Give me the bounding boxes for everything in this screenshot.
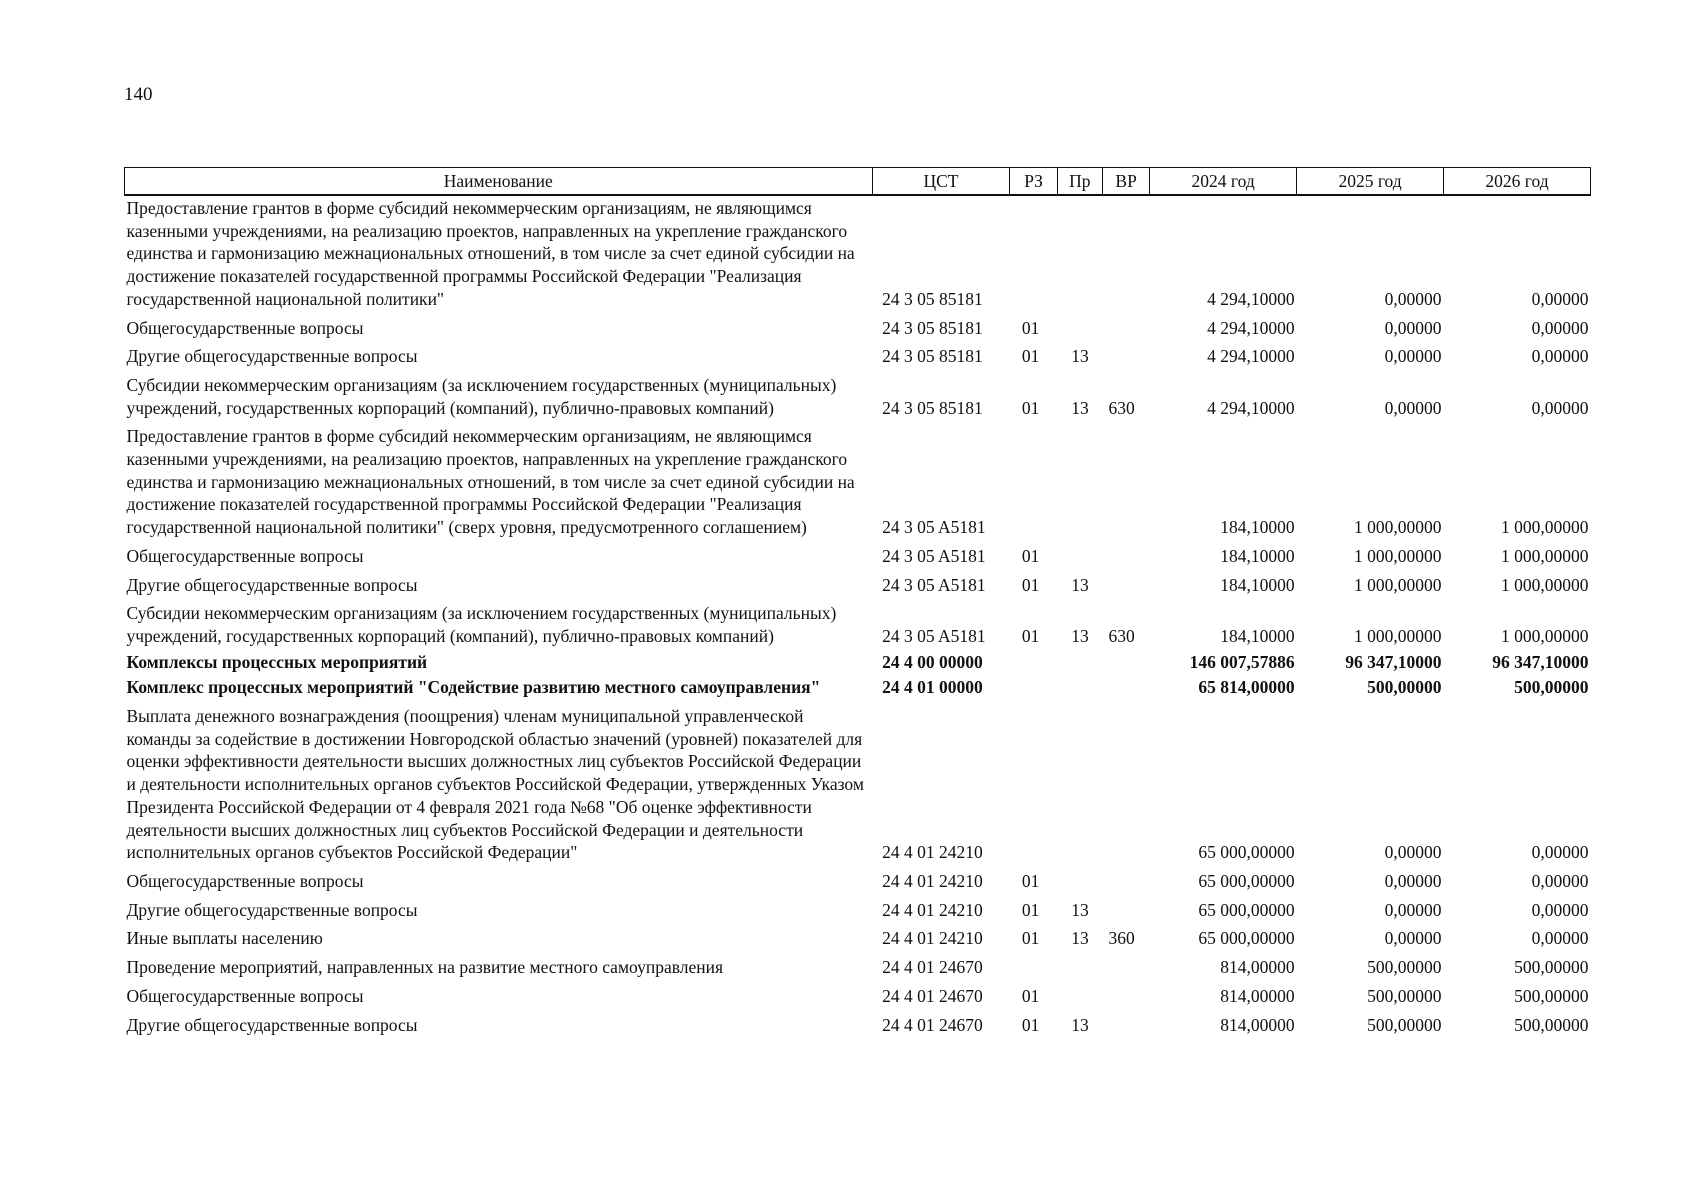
cell-cst: 24 3 05 A5181 (882, 625, 986, 646)
cell-vr (1102, 952, 1149, 981)
cell-y2025: 0,00000 (1384, 317, 1442, 338)
cell-cst: 24 3 05 85181 (882, 346, 983, 367)
cell-y2024: 184,10000 (1220, 625, 1295, 646)
cell-vr (1102, 981, 1149, 1010)
cell-cst: 24 3 05 85181 (882, 288, 983, 309)
cell-vr: 630 (1108, 397, 1135, 418)
cell-vr (1102, 570, 1149, 599)
cell-rz: 01 (1021, 1014, 1040, 1035)
cell-name: Выплата денежного вознаграждения (поощрения) членам муниципальной управленческой команды за содействие в достижении Новгородской областью значений (уровней) показателей для оценки эффективности деятельности высших должностных лиц субъектов Российской Федерации и деятельности исполнительных органов субъектов Российской Федерации, утвержденных Указом Президента Российской Федерации от 4 февраля 2021 года №68 "Об оценке эффективности деятельности высших должностных лиц субъектов Российской Федерации и деятельности исполнительных органов субъектов Российской Федерации" (126, 706, 864, 863)
cell-vr (1102, 675, 1149, 701)
cell-name: Предоставление грантов в форме субсидий некоммерческим организациям, не являющимся казенными учреждениями, на реализацию проектов, направленных на укрепление гражданского единства и гармонизацию межнациональных отношений, в том числе за счет единой субсидии на достижение показателей государственной программы Российской Федерации "Реализация государственной национальной политики" (126, 198, 855, 309)
cell-y2026: 0,00000 (1531, 870, 1589, 891)
table-row (125, 650, 1591, 676)
cell-pr (1057, 541, 1102, 570)
cell-name: Другие общегосударственные вопросы (126, 899, 418, 920)
cell-name: Другие общегосударственные вопросы (126, 574, 418, 595)
cell-y2026: 0,00000 (1531, 899, 1589, 920)
cell-y2024: 184,10000 (1220, 545, 1295, 566)
table-row (125, 341, 1591, 370)
cell-y2025: 0,00000 (1384, 928, 1442, 949)
header-2024: 2024 год (1150, 168, 1297, 196)
header-2025: 2025 год (1297, 168, 1444, 196)
cell-y2024: 814,00000 (1220, 957, 1295, 978)
cell-y2024: 184,10000 (1220, 517, 1295, 538)
cell-cst: 24 4 01 00000 (882, 677, 983, 698)
cell-y2025: 0,00000 (1384, 870, 1442, 891)
cell-pr: 13 (1071, 1014, 1089, 1035)
cell-name: Общегосударственные вопросы (126, 985, 364, 1006)
cell-pr (1057, 952, 1102, 981)
cell-cst: 24 4 01 24670 (882, 1014, 983, 1035)
table-row (125, 701, 1591, 866)
cell-rz (1010, 952, 1057, 981)
cell-cst: 24 4 01 24210 (882, 842, 983, 863)
table-row (125, 866, 1591, 895)
cell-pr (1057, 981, 1102, 1010)
table-row (125, 675, 1591, 701)
cell-y2026: 0,00000 (1531, 842, 1589, 863)
cell-vr (1102, 195, 1149, 313)
cell-y2025: 0,00000 (1384, 288, 1442, 309)
cell-y2026: 0,00000 (1531, 317, 1589, 338)
cell-vr (1102, 341, 1149, 370)
cell-name: Иные выплаты населению (126, 928, 323, 949)
cell-name: Субсидии некоммерческим организациям (за исключением государственных (муниципальных) учреждений, государственных корпораций (компаний), публично-правовых компаний) (126, 374, 837, 418)
cell-pr (1057, 421, 1102, 541)
cell-y2025: 0,00000 (1384, 899, 1442, 920)
table-row (125, 370, 1591, 421)
cell-y2025: 0,00000 (1384, 397, 1442, 418)
cell-y2026: 1 000,00000 (1501, 574, 1589, 595)
cell-y2026: 500,00000 (1514, 985, 1589, 1006)
table-row (125, 895, 1591, 924)
table-body (125, 195, 1591, 1038)
cell-pr (1057, 195, 1102, 313)
cell-vr (1102, 866, 1149, 895)
cell-cst: 24 3 05 A5181 (882, 517, 986, 538)
table-row (125, 313, 1591, 342)
cell-y2026: 500,00000 (1514, 677, 1589, 698)
cell-vr (1102, 541, 1149, 570)
cell-y2024: 65 000,00000 (1198, 928, 1295, 949)
cell-name: Другие общегосударственные вопросы (126, 1014, 418, 1035)
cell-pr: 13 (1071, 625, 1089, 646)
page-number: 140 (124, 84, 153, 105)
cell-name: Комплекс процессных мероприятий "Содействие развитию местного самоуправления" (126, 677, 821, 698)
cell-cst: 24 4 01 24210 (882, 928, 983, 949)
cell-cst: 24 4 01 24210 (882, 899, 983, 920)
cell-rz (1010, 650, 1057, 676)
cell-vr (1102, 895, 1149, 924)
cell-cst: 24 4 01 24670 (882, 957, 983, 978)
cell-rz: 01 (1021, 397, 1040, 418)
cell-name: Общегосударственные вопросы (126, 545, 364, 566)
cell-rz: 01 (1021, 574, 1040, 595)
cell-y2025: 96 347,10000 (1345, 651, 1442, 672)
cell-y2026: 0,00000 (1531, 928, 1589, 949)
cell-vr (1102, 701, 1149, 866)
cell-pr (1057, 701, 1102, 866)
cell-pr: 13 (1071, 574, 1089, 595)
cell-y2025: 1 000,00000 (1354, 517, 1442, 538)
cell-rz: 01 (1021, 899, 1040, 920)
cell-y2026: 500,00000 (1514, 957, 1589, 978)
cell-y2024: 4 294,10000 (1207, 317, 1295, 338)
cell-y2026: 0,00000 (1531, 397, 1589, 418)
cell-y2024: 4 294,10000 (1207, 397, 1295, 418)
cell-y2024: 65 000,00000 (1198, 870, 1295, 891)
cell-vr (1102, 1010, 1149, 1039)
cell-rz: 01 (1021, 545, 1040, 566)
cell-rz (1010, 421, 1057, 541)
table-row (125, 421, 1591, 541)
cell-pr (1057, 650, 1102, 676)
cell-y2024: 146 007,57886 (1189, 651, 1295, 672)
header-name: Наименование (125, 168, 873, 196)
cell-y2026: 0,00000 (1531, 346, 1589, 367)
header-2026: 2026 год (1444, 168, 1591, 196)
cell-cst: 24 3 05 85181 (882, 397, 983, 418)
cell-rz (1010, 701, 1057, 866)
table-row (125, 981, 1591, 1010)
cell-y2026: 1 000,00000 (1501, 625, 1589, 646)
table-row (125, 598, 1591, 649)
cell-rz: 01 (1021, 985, 1040, 1006)
header-vr: ВР (1102, 168, 1149, 196)
cell-y2025: 500,00000 (1367, 1014, 1442, 1035)
cell-pr: 13 (1071, 899, 1089, 920)
cell-rz (1010, 195, 1057, 313)
header-cst: ЦСТ (872, 168, 1010, 196)
cell-cst: 24 3 05 85181 (882, 317, 983, 338)
cell-y2025: 500,00000 (1367, 957, 1442, 978)
cell-name: Другие общегосударственные вопросы (126, 346, 418, 367)
cell-y2024: 814,00000 (1220, 985, 1295, 1006)
table-row (125, 195, 1591, 313)
cell-vr (1102, 313, 1149, 342)
cell-rz (1010, 675, 1057, 701)
cell-y2024: 4 294,10000 (1207, 288, 1295, 309)
cell-cst: 24 3 05 A5181 (882, 574, 986, 595)
cell-name: Субсидии некоммерческим организациям (за исключением государственных (муниципальных) учреждений, государственных корпораций (компаний), публично-правовых компаний) (126, 603, 837, 646)
cell-cst: 24 4 00 00000 (882, 651, 983, 672)
cell-y2025: 1 000,00000 (1354, 625, 1442, 646)
cell-y2026: 500,00000 (1514, 1014, 1589, 1035)
cell-y2024: 65 000,00000 (1198, 842, 1295, 863)
cell-vr (1102, 421, 1149, 541)
table-row (125, 1010, 1591, 1039)
cell-name: Общегосударственные вопросы (126, 317, 364, 338)
cell-y2024: 65 814,00000 (1198, 677, 1295, 698)
cell-vr: 630 (1108, 625, 1135, 646)
cell-y2026: 0,00000 (1531, 288, 1589, 309)
cell-cst: 24 4 01 24670 (882, 985, 983, 1006)
cell-vr (1102, 650, 1149, 676)
cell-rz: 01 (1021, 625, 1040, 646)
cell-y2024: 4 294,10000 (1207, 346, 1295, 367)
cell-y2024: 814,00000 (1220, 1014, 1295, 1035)
cell-pr: 13 (1071, 397, 1089, 418)
table-row (125, 541, 1591, 570)
table-row (125, 570, 1591, 599)
cell-rz: 01 (1021, 928, 1040, 949)
cell-pr (1057, 866, 1102, 895)
cell-name: Комплексы процессных мероприятий (126, 651, 428, 672)
cell-cst: 24 3 05 A5181 (882, 545, 986, 566)
cell-pr: 13 (1071, 346, 1089, 367)
cell-y2026: 1 000,00000 (1501, 517, 1589, 538)
cell-y2025: 0,00000 (1384, 346, 1442, 367)
cell-y2025: 0,00000 (1384, 842, 1442, 863)
cell-name: Предоставление грантов в форме субсидий некоммерческим организациям, не являющимся казенными учреждениями, на реализацию проектов, направленных на укрепление гражданского единства и гармонизацию межнациональных отношений, в том числе за счет единой субсидии на достижение показателей государственной программы Российской Федерации "Реализация государственной национальной политики" (сверх уровня, предусмотренного соглашением) (126, 426, 855, 538)
cell-rz: 01 (1021, 317, 1040, 338)
cell-y2024: 184,10000 (1220, 574, 1295, 595)
cell-name: Общегосударственные вопросы (126, 870, 364, 891)
cell-rz: 01 (1021, 346, 1040, 367)
cell-pr: 13 (1071, 928, 1089, 949)
cell-cst: 24 4 01 24210 (882, 870, 983, 891)
cell-vr: 360 (1108, 928, 1135, 949)
table-header-row (125, 168, 1591, 196)
cell-pr (1057, 675, 1102, 701)
cell-rz: 01 (1021, 870, 1040, 891)
cell-y2025: 1 000,00000 (1354, 545, 1442, 566)
table-row (125, 923, 1591, 952)
cell-y2026: 1 000,00000 (1501, 545, 1589, 566)
cell-y2024: 65 000,00000 (1198, 899, 1295, 920)
cell-y2025: 500,00000 (1367, 677, 1442, 698)
budget-table (124, 167, 1591, 1038)
cell-y2025: 500,00000 (1367, 985, 1442, 1006)
cell-y2025: 1 000,00000 (1354, 574, 1442, 595)
cell-pr (1057, 313, 1102, 342)
table-row (125, 952, 1591, 981)
cell-y2026: 96 347,10000 (1492, 651, 1589, 672)
header-rz: РЗ (1010, 168, 1057, 196)
header-pr: Пр (1057, 168, 1102, 196)
cell-name: Проведение мероприятий, направленных на развитие местного самоуправления (126, 957, 724, 978)
